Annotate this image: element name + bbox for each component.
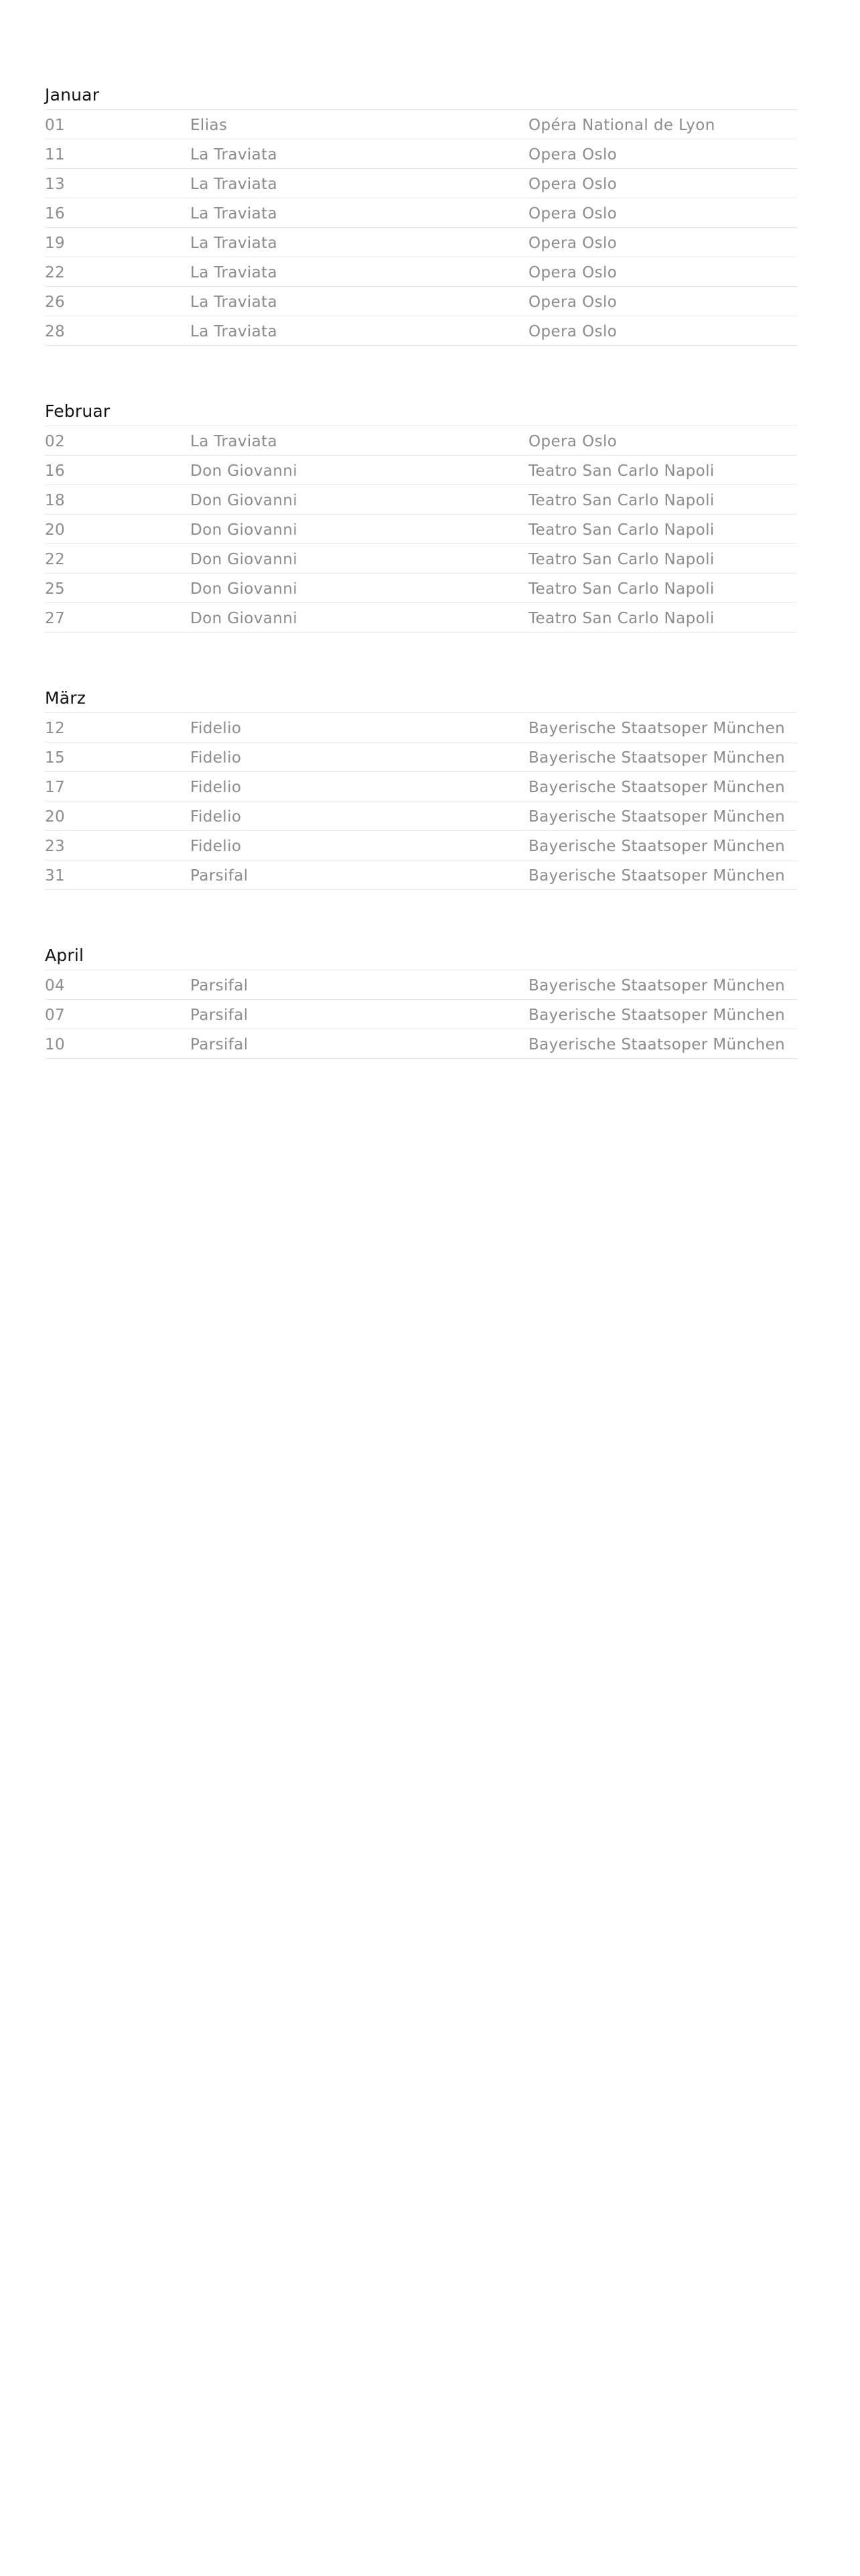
performance-schedule [45, 80, 797, 1110]
event-venue: Teatro San Carlo Napoli [528, 609, 715, 627]
month-section-april [45, 941, 797, 1059]
event-venue: Opera Oslo [528, 432, 618, 450]
event-row [45, 772, 797, 801]
event-work: La Traviata [190, 322, 278, 340]
event-venue: Bayerische Staatsoper München [528, 808, 786, 826]
event-venue: Opera Oslo [528, 145, 618, 164]
event-venue: Teatro San Carlo Napoli [528, 550, 715, 568]
event-row [45, 544, 797, 574]
event-day: 18 [45, 491, 66, 509]
event-venue: Bayerische Staatsoper München [528, 866, 786, 885]
event-day: 01 [45, 116, 66, 134]
event-day: 22 [45, 263, 66, 281]
event-work: Parsifal [190, 866, 248, 885]
event-row [45, 574, 797, 603]
event-work: Don Giovanni [190, 550, 298, 568]
event-row [45, 426, 797, 456]
event-work: La Traviata [190, 145, 278, 164]
event-venue: Opera Oslo [528, 293, 618, 311]
event-venue: Bayerische Staatsoper München [528, 976, 786, 994]
event-day: 16 [45, 462, 66, 480]
event-row [45, 1029, 797, 1059]
event-venue: Teatro San Carlo Napoli [528, 580, 715, 598]
event-day: 02 [45, 432, 66, 450]
event-row [45, 603, 797, 633]
event-row [45, 198, 797, 228]
event-venue: Opera Oslo [528, 204, 618, 222]
event-row [45, 456, 797, 485]
event-work: Fidelio [190, 778, 242, 796]
event-day: 17 [45, 778, 66, 796]
event-row [45, 257, 797, 287]
event-venue: Teatro San Carlo Napoli [528, 491, 715, 509]
month-heading: Februar [45, 397, 797, 426]
event-work: La Traviata [190, 234, 278, 252]
event-day: 07 [45, 1006, 66, 1024]
event-venue: Teatro San Carlo Napoli [528, 521, 715, 539]
event-row [45, 515, 797, 544]
event-venue: Bayerische Staatsoper München [528, 778, 786, 796]
event-work: Fidelio [190, 837, 242, 855]
event-work: Don Giovanni [190, 462, 298, 480]
event-day: 04 [45, 976, 66, 994]
event-work: Don Giovanni [190, 580, 298, 598]
event-day: 19 [45, 234, 66, 252]
event-work: Fidelio [190, 808, 242, 826]
event-day: 25 [45, 580, 66, 598]
month-heading: April [45, 941, 797, 970]
event-row [45, 743, 797, 772]
event-row [45, 139, 797, 169]
event-day: 20 [45, 808, 66, 826]
event-day: 10 [45, 1035, 66, 1053]
event-venue: Teatro San Carlo Napoli [528, 462, 715, 480]
event-venue: Bayerische Staatsoper München [528, 1035, 786, 1053]
event-row [45, 713, 797, 743]
event-row [45, 970, 797, 1000]
event-day: 27 [45, 609, 66, 627]
event-venue: Opera Oslo [528, 263, 618, 281]
event-row [45, 1000, 797, 1029]
month-heading: März [45, 684, 797, 713]
event-day: 28 [45, 322, 66, 340]
event-work: Elias [190, 116, 228, 134]
event-venue: Bayerische Staatsoper München [528, 1006, 786, 1024]
event-work: Fidelio [190, 719, 242, 737]
event-venue: Bayerische Staatsoper München [528, 749, 786, 767]
event-row [45, 801, 797, 831]
month-section-februar [45, 397, 797, 633]
event-work: La Traviata [190, 293, 278, 311]
event-day: 13 [45, 175, 66, 193]
event-venue: Opera Oslo [528, 175, 618, 193]
event-day: 23 [45, 837, 66, 855]
event-row [45, 316, 797, 346]
event-work: Don Giovanni [190, 491, 298, 509]
event-work: Don Giovanni [190, 521, 298, 539]
event-work: Parsifal [190, 1006, 248, 1024]
event-venue: Opera Oslo [528, 322, 618, 340]
event-venue: Opera Oslo [528, 234, 618, 252]
event-row [45, 485, 797, 515]
month-heading: Januar [45, 80, 797, 110]
event-work: La Traviata [190, 263, 278, 281]
event-row [45, 228, 797, 257]
event-day: 15 [45, 749, 66, 767]
event-work: Fidelio [190, 749, 242, 767]
event-work: La Traviata [190, 432, 278, 450]
month-section-maerz [45, 684, 797, 890]
event-venue: Opéra National de Lyon [528, 116, 715, 134]
event-row [45, 860, 797, 890]
event-day: 26 [45, 293, 66, 311]
event-day: 16 [45, 204, 66, 222]
event-work: Parsifal [190, 1035, 248, 1053]
event-work: Parsifal [190, 976, 248, 994]
event-work: Don Giovanni [190, 609, 298, 627]
event-day: 11 [45, 145, 66, 164]
event-work: La Traviata [190, 204, 278, 222]
event-venue: Bayerische Staatsoper München [528, 719, 786, 737]
event-day: 22 [45, 550, 66, 568]
month-section-januar [45, 80, 797, 346]
event-venue: Bayerische Staatsoper München [528, 837, 786, 855]
event-day: 31 [45, 866, 66, 885]
event-day: 12 [45, 719, 66, 737]
event-row [45, 831, 797, 860]
event-row [45, 110, 797, 139]
event-row [45, 169, 797, 198]
event-day: 20 [45, 521, 66, 539]
event-row [45, 287, 797, 316]
event-work: La Traviata [190, 175, 278, 193]
